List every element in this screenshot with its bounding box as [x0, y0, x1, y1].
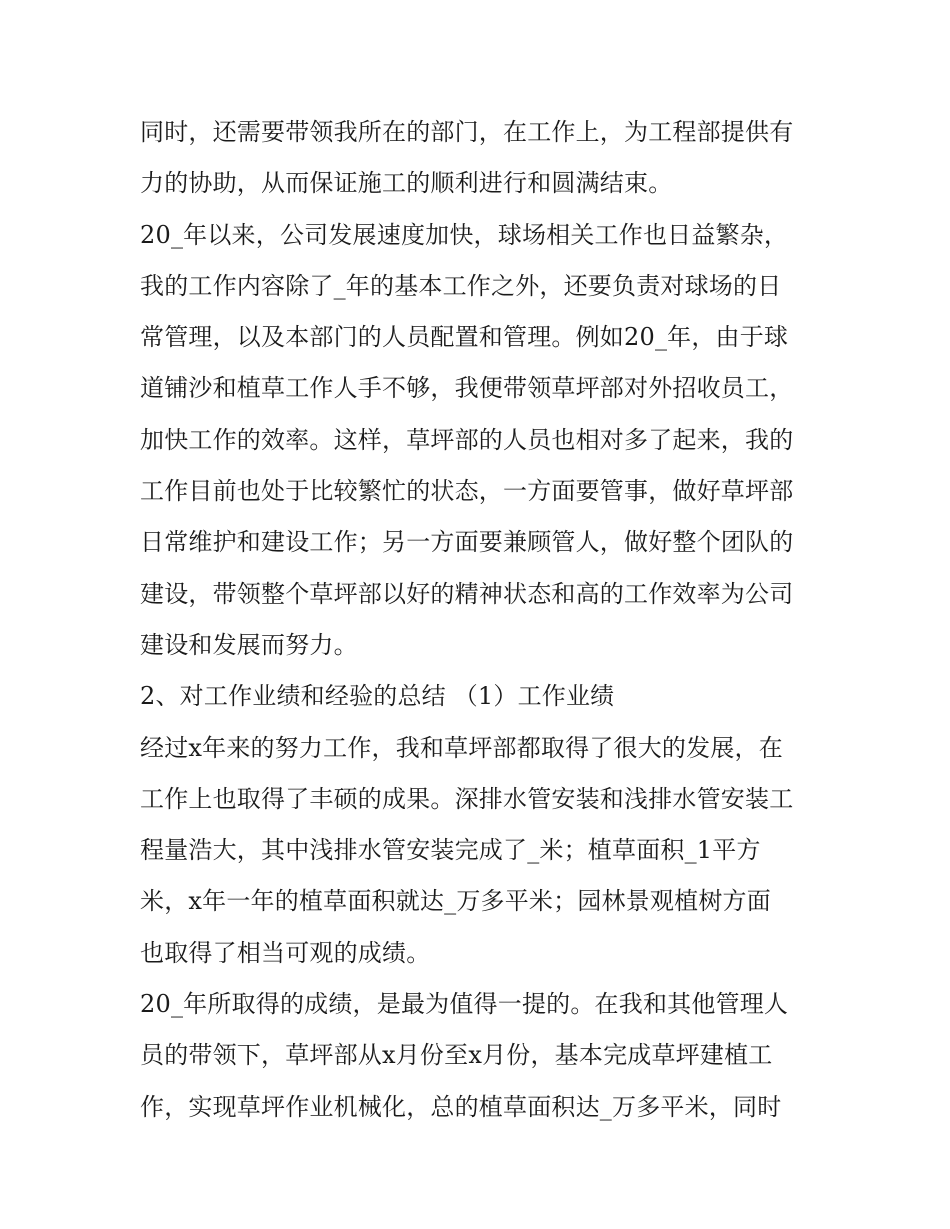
- text-line: 道铺沙和植草工作人手不够，我便带领草坪部对外招收员工，: [140, 374, 794, 403]
- text-line: 工作上也取得了丰硕的成果。深排水管安装和浅排水管安装工: [140, 784, 794, 813]
- text-line: 建设和发展而努力。: [140, 630, 358, 659]
- text-line: 经过x年来的努力工作，我和草坪部都取得了很大的发展，在: [140, 733, 783, 762]
- text-line: 米，x年一年的植草面积就达_万多平米；园林景观植树方面: [140, 887, 771, 916]
- text-line: 日常维护和建设工作；另一方面要兼顾管人，做好整个团队的: [140, 528, 794, 557]
- section-heading: 2、对工作业绩和经验的总结 （1）工作业绩: [140, 682, 615, 711]
- text-line: 力的协助，从而保证施工的顺利进行和圆满结束。: [140, 169, 673, 198]
- text-line: 常管理，以及本部门的人员配置和管理。例如20_年，由于球: [140, 323, 789, 352]
- text-line: 也取得了相当可观的成绩。: [140, 938, 431, 967]
- text-line: 程量浩大，其中浅排水管安装完成了_米；植草面积_1平方: [140, 836, 761, 865]
- text-line: 加快工作的效率。这样，草坪部的人员也相对多了起来，我的: [140, 425, 794, 454]
- text-line: 员的带领下，草坪部从x月份至x月份，基本完成草坪建植工: [140, 1041, 773, 1070]
- text-line: 我的工作内容除了_年的基本工作之外，还要负责对球场的日: [140, 271, 782, 300]
- text-line: 20_年以来，公司发展速度加快，球场相关工作也日益繁杂，: [140, 220, 789, 249]
- text-line: 同时，还需要带领我所在的部门，在工作上，为工程部提供有: [140, 118, 794, 146]
- text-line: 工作目前也处于比较繁忙的状态，一方面要管事，做好草坪部: [140, 477, 794, 506]
- text-line: 建设，带领整个草坪部以好的精神状态和高的工作效率为公司: [140, 579, 794, 608]
- text-line: 作，实现草坪作业机械化，总的植草面积达_万多平米，同时: [140, 1092, 782, 1121]
- document-body: [140, 107, 820, 1133]
- text-line: 20_年所取得的成绩，是最为值得一提的。在我和其他管理人: [140, 990, 789, 1019]
